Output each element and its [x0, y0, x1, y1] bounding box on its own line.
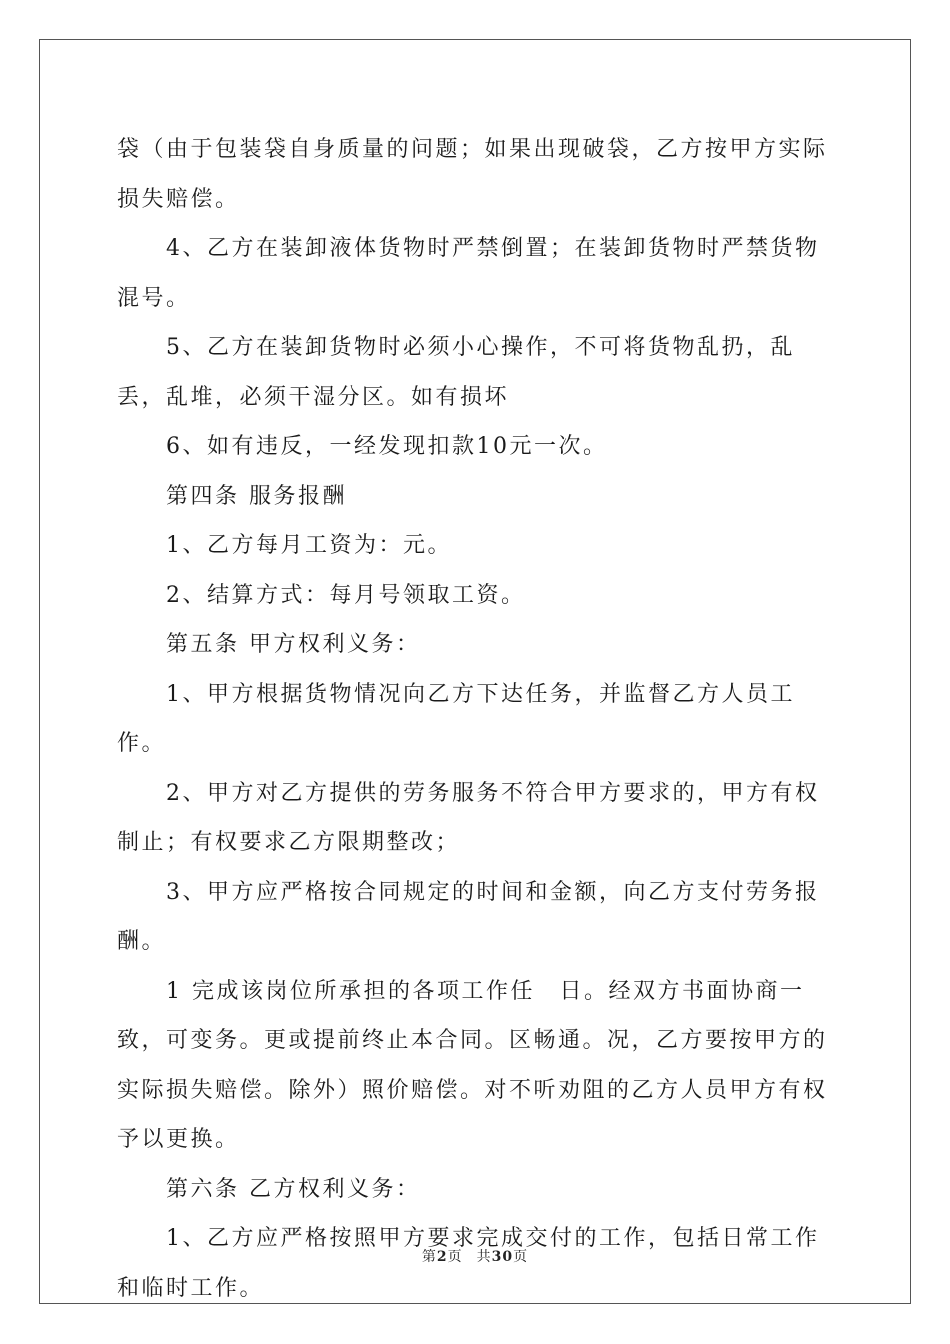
paragraph-12: 1 完成该岗位所承担的各项工作任 日。经双方书面协商一致，可变务。更或提前终止本合同。区畅通。况，乙方要按甲方的实际损失赔偿。除外）照价赔偿。对不听劝阻的乙方人员甲方有权予以更换。 [117, 978, 828, 1152]
footer-page-suffix: 页 [447, 1249, 463, 1265]
paragraph-11: 3、甲方应严格按合同规定的时间和金额，向乙方支付劳务报酬。 [117, 879, 820, 954]
paragraph-9: 1、甲方根据货物情况向乙方下达任务，并监督乙方人员工作。 [117, 681, 795, 756]
paragraph-6: 1、乙方每月工资为：元。 [166, 533, 452, 558]
paragraph-1: 袋（由于包装袋自身质量的问题；如果出现破袋，乙方按甲方实际损失赔偿。 [117, 137, 828, 212]
section-heading-5: 第五条 甲方权利义务： [166, 632, 421, 657]
paragraph-7: 2、结算方式：每月号领取工资。 [166, 582, 526, 608]
paragraph-2: 4、乙方在装卸液体货物时严禁倒置；在装卸货物时严禁货物混号。 [117, 236, 820, 311]
footer-total-suffix: 页 [513, 1249, 529, 1265]
paragraph-3: 5、乙方在装卸货物时必须小心操作，不可将货物乱扔，乱丢，乱堆，必须干湿分区。如有损坏 [117, 335, 795, 410]
section-heading-6: 第六条 乙方权利义务： [166, 1176, 421, 1202]
footer-page-total: 30 [491, 1249, 514, 1265]
page-footer [0, 1246, 950, 1266]
footer-page-current: 2 [436, 1249, 448, 1265]
paragraph-14: 1、乙方应严格按照甲方要求完成交付的工作，包括日常工作和临时工作。 [117, 1226, 820, 1301]
footer-page-prefix: 第 [421, 1249, 437, 1265]
paragraph-4: 6、如有违反，一经发现扣款10元一次。 [166, 434, 608, 459]
footer-total-prefix: 共 [476, 1249, 492, 1265]
paragraph-10: 2、甲方对乙方提供的劳务服务不符合甲方要求的，甲方有权制止；有权要求乙方限期整改； [117, 780, 820, 855]
document-body [117, 125, 837, 1313]
section-heading-4: 第四条 服务报酬 [166, 483, 347, 509]
